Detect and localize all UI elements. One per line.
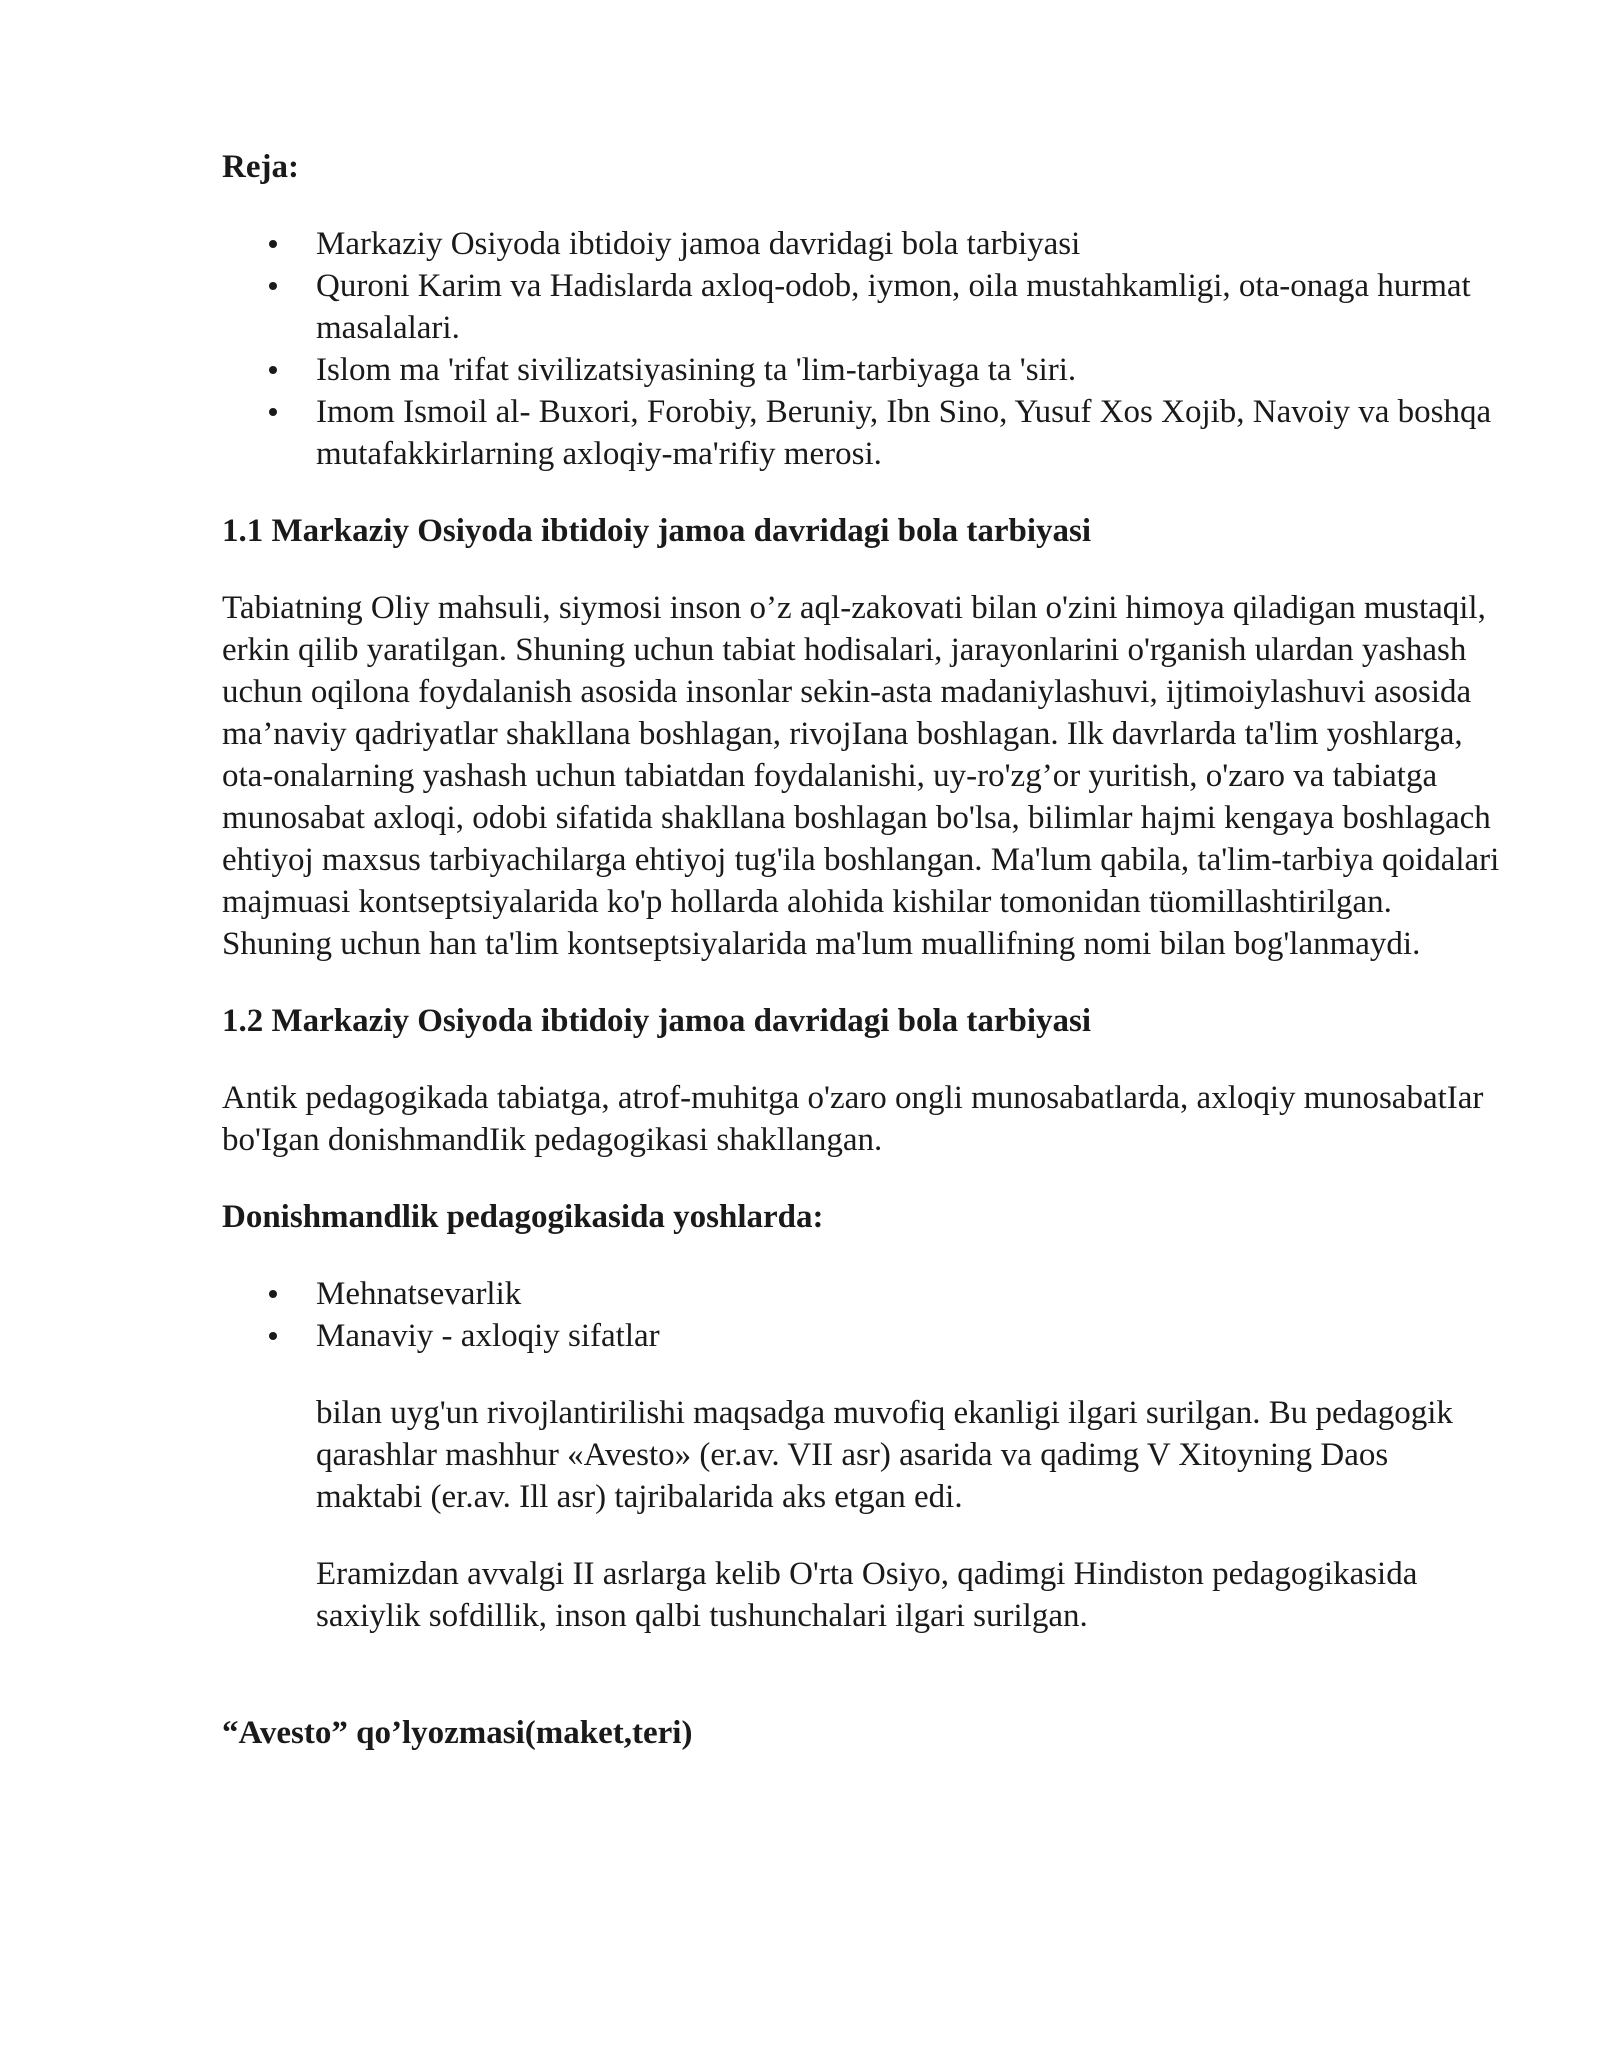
reja-item-text: Quroni Karim va Hadislarda axloq-odob, iymon, oila mustahkamligi, ota-onaga hurmat masalalari.: [316, 268, 1471, 346]
reja-item-3: [222, 349, 1502, 391]
section-2-paragraph: Antik pedagogikada tabiatga, atrof-muhitga o'zaro ongli munosabatlarda, axloqiy munosabatIar bo'Igan donishmandIik pedagogikasi shakllangan.: [222, 1080, 1484, 1158]
reja-item-text: Islom ma 'rifat sivilizatsiyasining ta 'lim-tarbiyaga ta 'siri.: [316, 352, 1077, 388]
section-2-heading: 1.2 Markaziy Osiyoda ibtidoiy jamoa davridagi bola tarbiyasi: [222, 1003, 1092, 1039]
bullet-icon: [269, 240, 277, 248]
reja-item-text: Imom Ismoil al- Buxori, Forobiy, Beruniy, Ibn Sino, Yusuf Xos Xojib, Navoiy va boshqa mutafakkirlarning axloqiy-ma'rifiy merosi.: [316, 394, 1492, 472]
bullet-icon: [269, 1332, 277, 1340]
reja-list: [222, 223, 1502, 475]
donishmandlik-paragraph-1: bilan uyg'un rivojlantirilishi maqsadga muvofiq ekanligi ilgari surilgan. Bu pedagogik qarashlar mashhur «Avesto» (er.av. VII asr) asarida va qadimg V Xitoyning Daos maktabi (er.av. Ill asr) tajribalarida aks etgan edi.: [316, 1395, 1453, 1515]
donishmandlik-item-text: Manaviy - axloqiy sifatlar: [316, 1318, 660, 1354]
avesto-heading: “Avesto” qo’lyozmasi(maket,teri): [222, 1715, 693, 1751]
reja-heading: Reja:: [222, 149, 299, 185]
reja-item-2: [222, 265, 1502, 349]
bullet-icon: [269, 282, 277, 290]
reja-item-text: Markaziy Osiyoda ibtidoiy jamoa davridagi bola tarbiyasi: [316, 226, 1081, 262]
donishmandlik-item-text: Mehnatsevarlik: [316, 1276, 522, 1312]
donishmandlik-item-1: [222, 1273, 1502, 1315]
reja-item-1: [222, 223, 1502, 265]
section-1-heading: 1.1 Markaziy Osiyoda ibtidoiy jamoa davridagi bola tarbiyasi: [222, 513, 1092, 549]
bullet-icon: [269, 1290, 277, 1298]
donishmandlik-paragraph-2: Eramizdan avvalgi II asrlarga kelib O'rta Osiyo, qadimgi Hindiston pedagogikasida saxiylik sofdillik, inson qalbi tushunchalari ilgari surilgan.: [316, 1556, 1418, 1634]
donishmandlik-list: [222, 1273, 1502, 1357]
reja-item-4: [222, 391, 1502, 475]
document-page: [222, 146, 1502, 1754]
donishmandlik-item-2: [222, 1315, 1502, 1357]
donishmandlik-heading: Donishmandlik pedagogikasida yoshlarda:: [222, 1199, 824, 1235]
section-1-paragraph: Tabiatning Oliy mahsuli, siymosi inson o’z aql-zakovati bilan o'zini himoya qiladigan mustaqil, erkin qilib yaratilgan. Shuning uchun tabiat hodisalari, jarayonlarini o'rganish ulardan yashash uchun oqilona foydalanish asosida insonlar sekin-asta madaniylashuvi, ijtimoiylashuvi asosida ma’naviy qadriyatlar shakllana boshlagan, rivojIana boshlagan. Ilk davrlarda ta'lim yoshlarga, ota-onalarning yashash uchun tabiatdan foydalanishi, uy-ro'zg’or yuritish, o'zaro va tabiatga munosabat axloqi, odobi sifatida shakllana boshlagan bo'lsa, bilimlar hajmi kengaya boshlagach ehtiyoj maxsus tarbiyachilarga ehtiyoj tug'ila boshlangan. Ma'lum qabila, ta'lim-tarbiya qoidalari majmuasi kontseptsiyalarida ko'p hollarda alohida kishilar tomonidan tüomillashtirilgan. Shuning uchun han ta'lim kontseptsiyalarida ma'lum muallifning nomi bilan bog'lanmaydi.: [222, 590, 1500, 962]
bullet-icon: [269, 366, 277, 374]
bullet-icon: [269, 408, 277, 416]
